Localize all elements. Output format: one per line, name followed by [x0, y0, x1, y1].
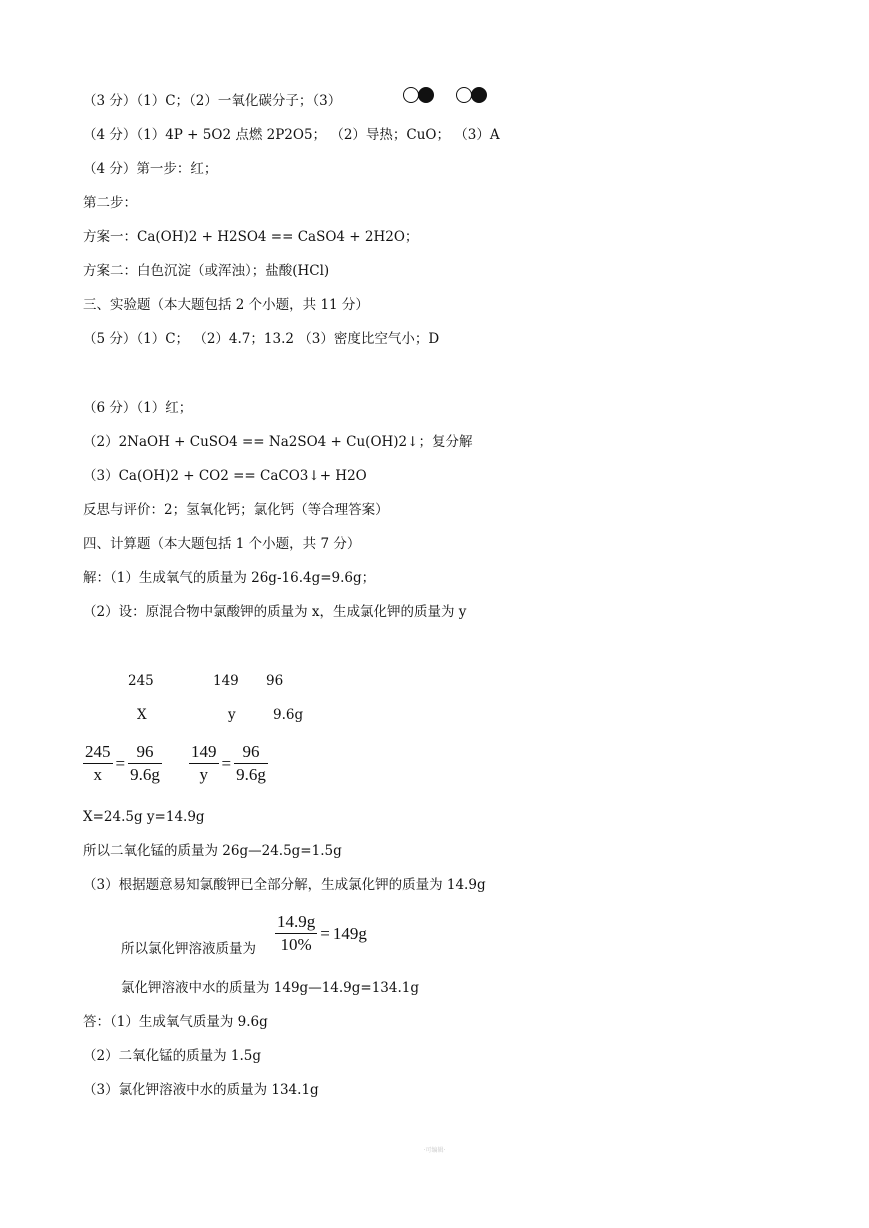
answer-line-14: 解：（1）生成氧气的质量为 26g-16.4g=9.6g； — [83, 570, 376, 586]
co-molecule-2 — [456, 86, 487, 103]
answer-line-20: （3）根据题意易知氯酸钾已全部分解，生成氯化钾的质量为 14.9g — [83, 877, 486, 893]
fraction-equation-1: $\frac{245}{x}$ = $\frac{96}{9.6g}$ — [85, 742, 160, 784]
oxygen-atom-icon — [418, 87, 434, 103]
carbon-atom-icon — [403, 87, 419, 103]
answer-line-22: 氯化钾溶液中水的质量为 149g—14.9g=134.1g — [121, 980, 420, 996]
stoich-variable: X — [137, 707, 147, 723]
answer-line-4: 第二步： — [83, 195, 137, 211]
carbon-atom-icon — [456, 87, 472, 103]
co-molecule-1 — [403, 86, 434, 103]
answer-line-25: （3）氯化钾溶液中水的质量为 134.1g — [83, 1082, 319, 1098]
section-heading-experiment: 三、实验题（本大题包括 2 个小题，共 11 分） — [83, 297, 369, 313]
oxygen-atom-icon — [471, 87, 487, 103]
answer-line-24: （2）二氧化锰的质量为 1.5g — [83, 1048, 261, 1064]
stoich-value: 149 — [213, 673, 239, 689]
answer-line-12: 反思与评价：2；氢氧化钙；氯化钙（等合理答案） — [83, 502, 389, 518]
answer-line-9: （6 分）（1）红； — [83, 400, 193, 416]
answer-line-23: 答：（1）生成氧气质量为 9.6g — [83, 1014, 268, 1030]
answer-line-11: （3）Ca(OH)2 + CO2 == CaCO3↓+ H2O — [83, 468, 367, 484]
answer-line-18: X=24.5g y=14.9g — [83, 809, 205, 825]
answer-line-15: （2）设：原混合物中氯酸钾的质量为 x，生成氯化钾的质量为 y — [83, 604, 467, 620]
stoich-value: 96 — [266, 673, 284, 689]
stoich-value: 245 — [128, 673, 154, 689]
page-footer: ·可编辑· — [423, 1147, 446, 1154]
answer-line-3: （4 分）第一步：红； — [83, 161, 218, 177]
fraction-equation-2: $\frac{149}{y}$ = $\frac{96}{9.6g}$ — [191, 742, 266, 784]
fraction-equation-3: $\frac{14.9g}{10\%}$ = 149g — [277, 912, 367, 954]
answer-line-21: 所以氯化钾溶液质量为 — [121, 941, 256, 957]
section-heading-calculation: 四、计算题（本大题包括 1 个小题，共 7 分） — [83, 536, 361, 552]
answer-line-19: 所以二氧化锰的质量为 26g—24.5g=1.5g — [83, 843, 342, 859]
answer-line-1: （3 分）（1）C；（2）一氧化碳分子；（3） — [83, 93, 342, 109]
answer-line-5: 方案一：Ca(OH)2 + H2SO4 == CaSO4 + 2H2O； — [83, 229, 419, 245]
answer-line-8: （5 分）（1）C； （2）4.7；13.2 （3）密度比空气小；D — [83, 331, 440, 347]
answer-line-6: 方案二：白色沉淀（或浑浊）；盐酸(HCl) — [83, 263, 330, 279]
answer-line-10: （2）2NaOH + CuSO4 == Na2SO4 + Cu(OH)2↓；复分解 — [83, 434, 473, 450]
stoich-variable: 9.6g — [273, 707, 304, 723]
stoich-variable: y — [228, 707, 236, 723]
answer-line-2: （4 分）（1）4P + 5O2 点燃 2P2O5； （2）导热；CuO； （3）A — [83, 127, 500, 143]
